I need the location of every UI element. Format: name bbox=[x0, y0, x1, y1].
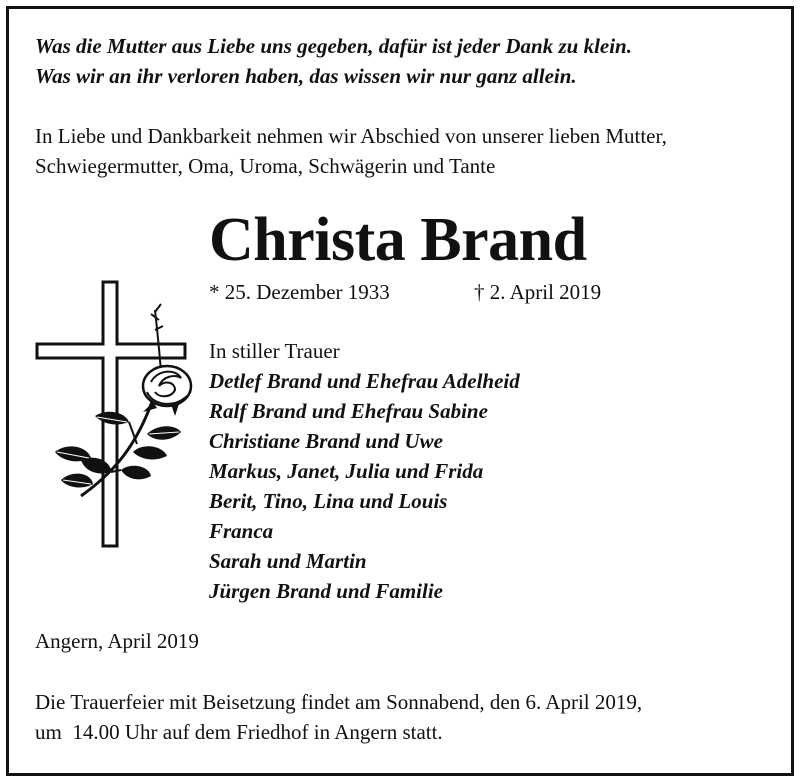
motto-verse bbox=[35, 31, 632, 91]
birth-date: * 25. Dezember 1933 bbox=[209, 280, 390, 304]
place-and-date: Angern, April 2019 bbox=[35, 629, 199, 653]
mourner-name: Berit, Tino, Lina und Louis bbox=[209, 489, 448, 513]
mourner-name: Detlef Brand und Ehefrau Adelheid bbox=[209, 369, 520, 393]
funeral-info bbox=[35, 687, 642, 747]
mourner-name: Sarah und Martin bbox=[209, 549, 367, 573]
mourner-name: Jürgen Brand und Familie bbox=[209, 579, 443, 603]
intro-text bbox=[35, 121, 667, 181]
intro-line-1: In Liebe und Dankbarkeit nehmen wir Abschied von unserer lieben Mutter, bbox=[35, 124, 667, 148]
funeral-line-2: um 14.00 Uhr auf dem Friedhof in Angern statt. bbox=[35, 720, 443, 744]
mourner-name: Franca bbox=[209, 519, 274, 543]
funeral-line-1: Die Trauerfeier mit Beisetzung findet am Sonnabend, den 6. April 2019, bbox=[35, 690, 643, 714]
mourner-name: Christiane Brand und Uwe bbox=[209, 429, 443, 453]
obituary-notice bbox=[6, 6, 794, 776]
mourner-name: Ralf Brand und Ehefrau Sabine bbox=[209, 399, 488, 423]
motto-line-2: Was wir an ihr verloren haben, das wissen wir nur ganz allein. bbox=[35, 64, 577, 88]
motto-line-1: Was die Mutter aus Liebe uns gegeben, dafür ist jeder Dank zu klein. bbox=[35, 34, 632, 58]
deceased-name: Christa Brand bbox=[209, 206, 587, 274]
cross-with-rose-icon bbox=[25, 274, 195, 556]
mourners-heading: In stiller Trauer bbox=[209, 339, 340, 363]
death-date: † 2. April 2019 bbox=[474, 280, 602, 304]
mourners-list bbox=[209, 336, 520, 606]
mourner-name: Markus, Janet, Julia und Frida bbox=[209, 459, 484, 483]
intro-line-2: Schwiegermutter, Oma, Uroma, Schwägerin und Tante bbox=[35, 154, 496, 178]
